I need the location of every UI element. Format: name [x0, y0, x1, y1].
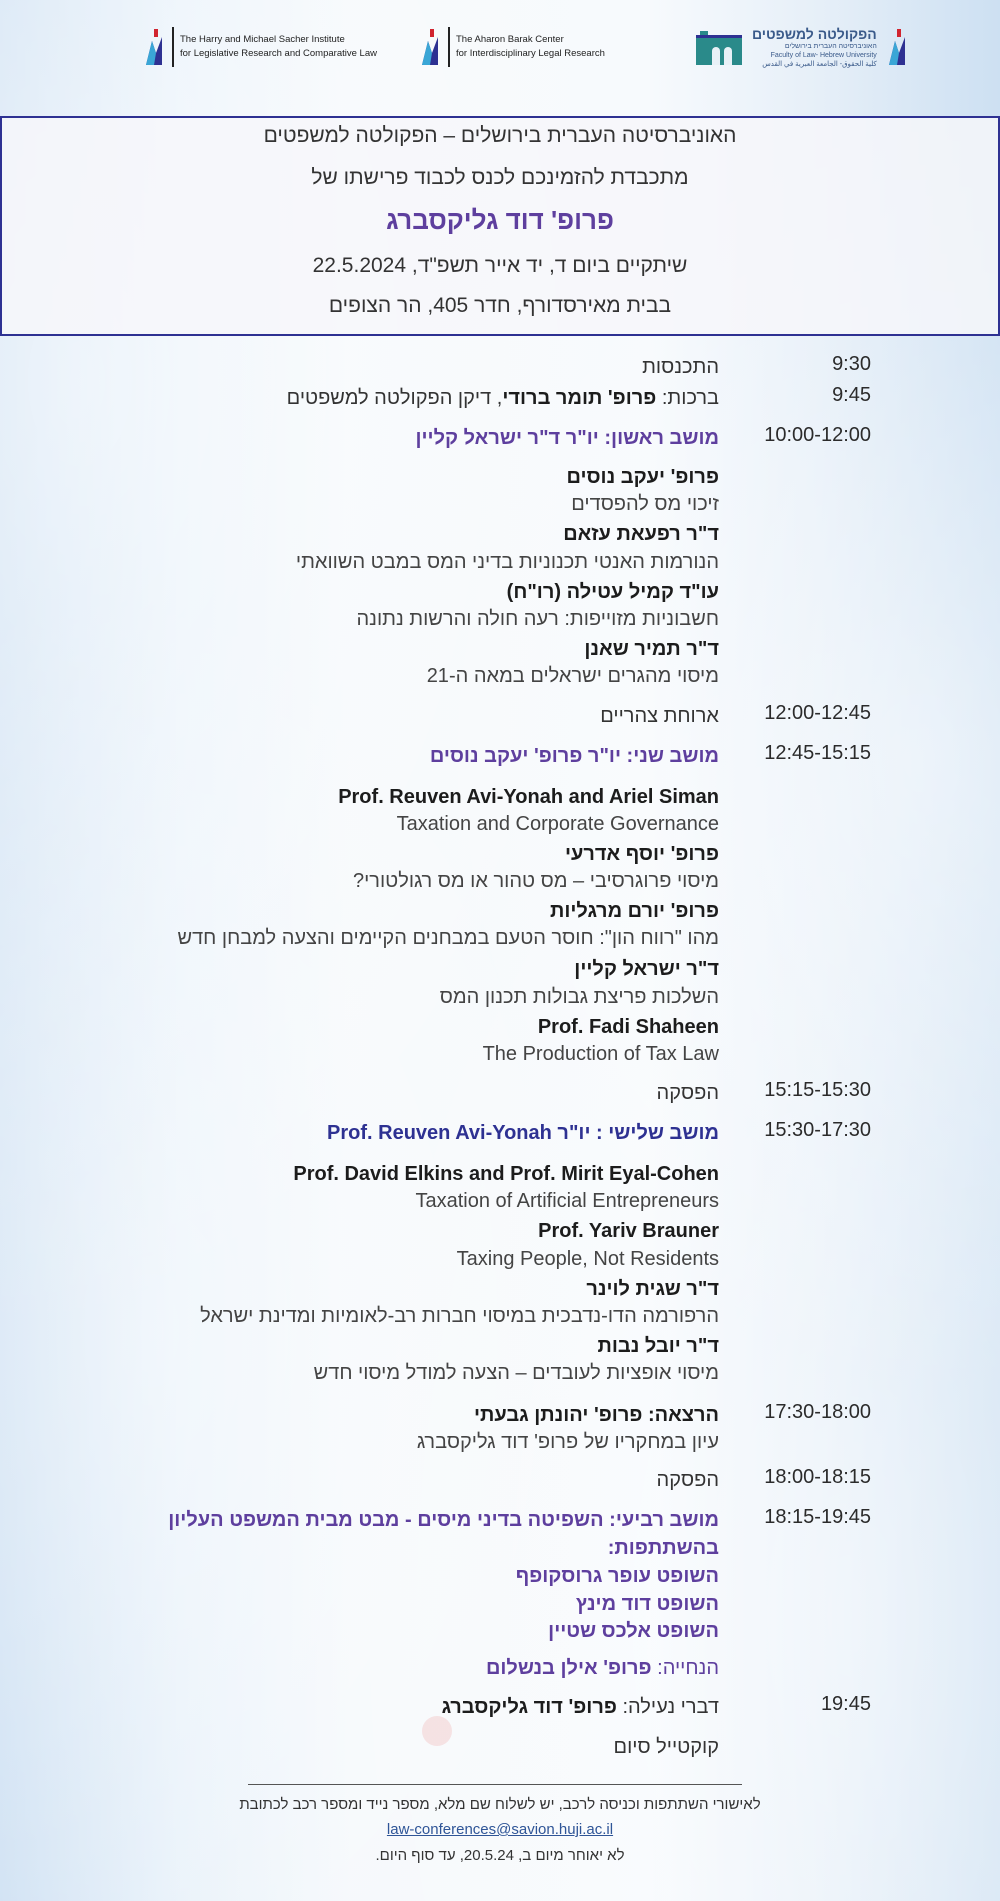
footer-email-row	[0, 1821, 1000, 1838]
moderator-name: פרופ' אילן בנשלום	[485, 1657, 652, 1679]
faculty-ar: كلية الحقوق- الجامعة العبرية في القدس	[762, 60, 877, 68]
footer-rsvp-line: לאישורי השתתפות וכניסה לרכב, יש לשלוח שם מלא, מספר נייד ומספר רכב לכתובת	[239, 1796, 761, 1813]
footer-deadline-line: לא יאוחר מיום ב, 20.5.24, עד סוף היום.	[375, 1847, 625, 1864]
speaker-name: עו"ד קמיל עטילה (רו"ח)	[506, 581, 719, 603]
barak-logo-text	[456, 33, 605, 61]
talk-topic: The Production of Tax Law	[482, 1043, 719, 1065]
time: 15:30-17:30	[764, 1119, 871, 1141]
sacher-line2: for Legislative Research and Comparative Law	[180, 48, 377, 59]
judge-name: השופט אלכס שטיין	[548, 1620, 719, 1642]
session-title: מושב ראשון: יו"ר ד"ר ישראל קליין	[415, 427, 719, 449]
time: 9:30	[832, 353, 871, 375]
institute-mark-icon	[142, 27, 166, 67]
judge-name: השופט דוד מינץ	[575, 1593, 719, 1615]
location-line: בבית מאירסדורף, חדר 405, הר הצופים	[328, 294, 672, 317]
faculty-logo	[694, 22, 909, 72]
lecture-title: הרצאה: פרופ' יהונתן גבעתי	[473, 1404, 719, 1426]
agenda-text: התכנסות	[642, 356, 719, 378]
time: 17:30-18:00	[764, 1401, 871, 1423]
talk-topic: הנורמות האנטי תכנוניות בדיני המס במבט השוואתי	[295, 551, 719, 573]
faculty-mark-icon	[885, 27, 909, 67]
time: 15:15-15:30	[764, 1079, 871, 1101]
speaker-name: ד"ר יובל נבות	[597, 1335, 719, 1357]
participation-label: בהשתתפות:	[607, 1537, 719, 1559]
speaker-name: פרופ' יורם מרגליות	[550, 900, 719, 922]
logo-strip	[0, 22, 1000, 72]
honoree-name: פרופ' דוד גליקסברג	[386, 205, 614, 235]
agenda-text: הפסקה	[656, 1469, 719, 1491]
center-mark-icon	[418, 27, 442, 67]
closing-name: פרופ' דוד גליקסברג	[441, 1696, 617, 1718]
speaker-name: Prof. Fadi Shaheen	[537, 1016, 719, 1038]
faculty-en: Faculty of Law- Hebrew University	[770, 51, 877, 59]
rsvp-email-link[interactable]: law-conferences@savion.huji.ac.il	[386, 1821, 614, 1838]
barak-center-logo	[418, 22, 605, 72]
speaker-name: ד"ר תמיר שאנן	[584, 638, 719, 660]
talk-topic: השלכות פריצת גבולות תכנון המס	[439, 986, 719, 1008]
agenda-text: ארוחת צהריים	[600, 705, 719, 727]
agenda-text	[19, 384, 719, 412]
talk-topic: מהו "רווח הון": חוסר הטעם במבחנים הקיימים והצעה למבחן חדש	[177, 927, 719, 949]
talk-topic: חשבוניות מזוייפות: רעה חולה והרשות נתונה	[356, 608, 719, 630]
university-line: האוניברסיטה העברית בירושלים – הפקולטה למשפטים	[263, 124, 737, 147]
faculty-logo-text	[752, 26, 877, 69]
session-title: מושב רביעי: השפיטה בדיני מיסים - מבט מבית המשפט העליון	[168, 1509, 719, 1531]
time: 9:45	[832, 384, 871, 406]
talk-topic: Taxation and Corporate Governance	[396, 813, 719, 835]
invitation-header	[0, 116, 1000, 336]
decorative-dot	[422, 1716, 452, 1746]
faculty-building-icon	[694, 27, 744, 67]
sacher-line1: The Harry and Michael Sacher Institute	[180, 34, 345, 45]
speaker-name: ד"ר ישראל קליין	[574, 958, 719, 980]
speaker-name: ד"ר רפעאת עזאם	[563, 523, 719, 545]
time: 18:15-19:45	[764, 1506, 871, 1528]
time: 12:00-12:45	[764, 702, 871, 724]
closing-prefix: דברי נעילה:	[616, 1696, 719, 1718]
invitation-line: מתכבדת להזמינכם לכנס לכבוד פרישתו של	[311, 166, 689, 189]
time: 10:00-12:00	[764, 424, 871, 446]
moderator-prefix: הנחייה:	[651, 1657, 719, 1679]
talk-topic: Taxation of Artificial Entrepreneurs	[415, 1190, 719, 1212]
talk-topic: הרפורמה הדו-נדבכית במיסוי חברות רב-לאומיות ומדינת ישראל	[200, 1305, 719, 1327]
lecture-topic: עיון במחקריו של פרופ' דוד גליקסברג	[416, 1431, 719, 1453]
agenda-text: קוקטייל סיום	[613, 1736, 719, 1758]
speaker-name: פרופ' יוסף אדרעי	[564, 843, 719, 865]
time: 19:45	[820, 1693, 871, 1715]
time: 12:45-15:15	[764, 742, 871, 764]
session-title: מושב שני: יו"ר פרופ' יעקב נוסים	[429, 745, 719, 767]
judge-name: השופט עופר גרוסקופף	[515, 1565, 719, 1587]
faculty-he-big: הפקולטה למשפטים	[752, 25, 877, 42]
session-title: מושב שלישי : יו"ר Prof. Reuven Avi-Yonah	[327, 1122, 719, 1144]
greetings-suffix: , דיקן הפקולטה למשפטים	[286, 387, 503, 409]
sacher-institute-logo	[142, 22, 377, 72]
sacher-logo-text	[180, 33, 377, 61]
date-line: שיתקיים ביום ד, יד אייר תשפ"ד, 22.5.2024	[312, 254, 688, 277]
speaker-name: Prof. Yariv Brauner	[538, 1220, 719, 1242]
logo-divider	[448, 27, 450, 67]
talk-topic: מיסוי פרוגרסיבי – מס טהור או מס רגולטורי?	[352, 870, 719, 892]
greetings-prefix: ברכות:	[656, 387, 719, 409]
barak-line2: for Interdisciplinary Legal Research	[456, 48, 605, 59]
logo-divider	[172, 27, 174, 67]
talk-topic: מיסוי אופציות לעובדים – הצעה למודל מיסוי חדש	[313, 1362, 719, 1384]
speaker-name: Prof. David Elkins and Prof. Mirit Eyal-Cohen	[293, 1163, 719, 1185]
barak-line1: The Aharon Barak Center	[456, 34, 564, 45]
agenda-text: הפסקה	[656, 1082, 719, 1104]
time: 18:00-18:15	[764, 1466, 871, 1488]
footer-divider	[248, 1784, 742, 1785]
talk-topic: Taxing People, Not Residents	[456, 1248, 719, 1270]
speaker-name: פרופ' יעקב נוסים	[566, 466, 719, 488]
speaker-name: Prof. Reuven Avi-Yonah and Ariel Siman	[338, 786, 719, 808]
closing-line	[19, 1693, 719, 1721]
talk-topic: זיכוי מס להפסדים	[571, 493, 719, 515]
greetings-name: פרופ' תומר ברודי	[502, 387, 657, 409]
faculty-he-small: האוניברסיטה העברית בירושלים	[784, 42, 877, 50]
moderator-line	[19, 1654, 719, 1682]
speaker-name: ד"ר שגית לוינר	[586, 1278, 719, 1300]
talk-topic: מיסוי מהגרים ישראלים במאה ה-21	[426, 665, 719, 687]
